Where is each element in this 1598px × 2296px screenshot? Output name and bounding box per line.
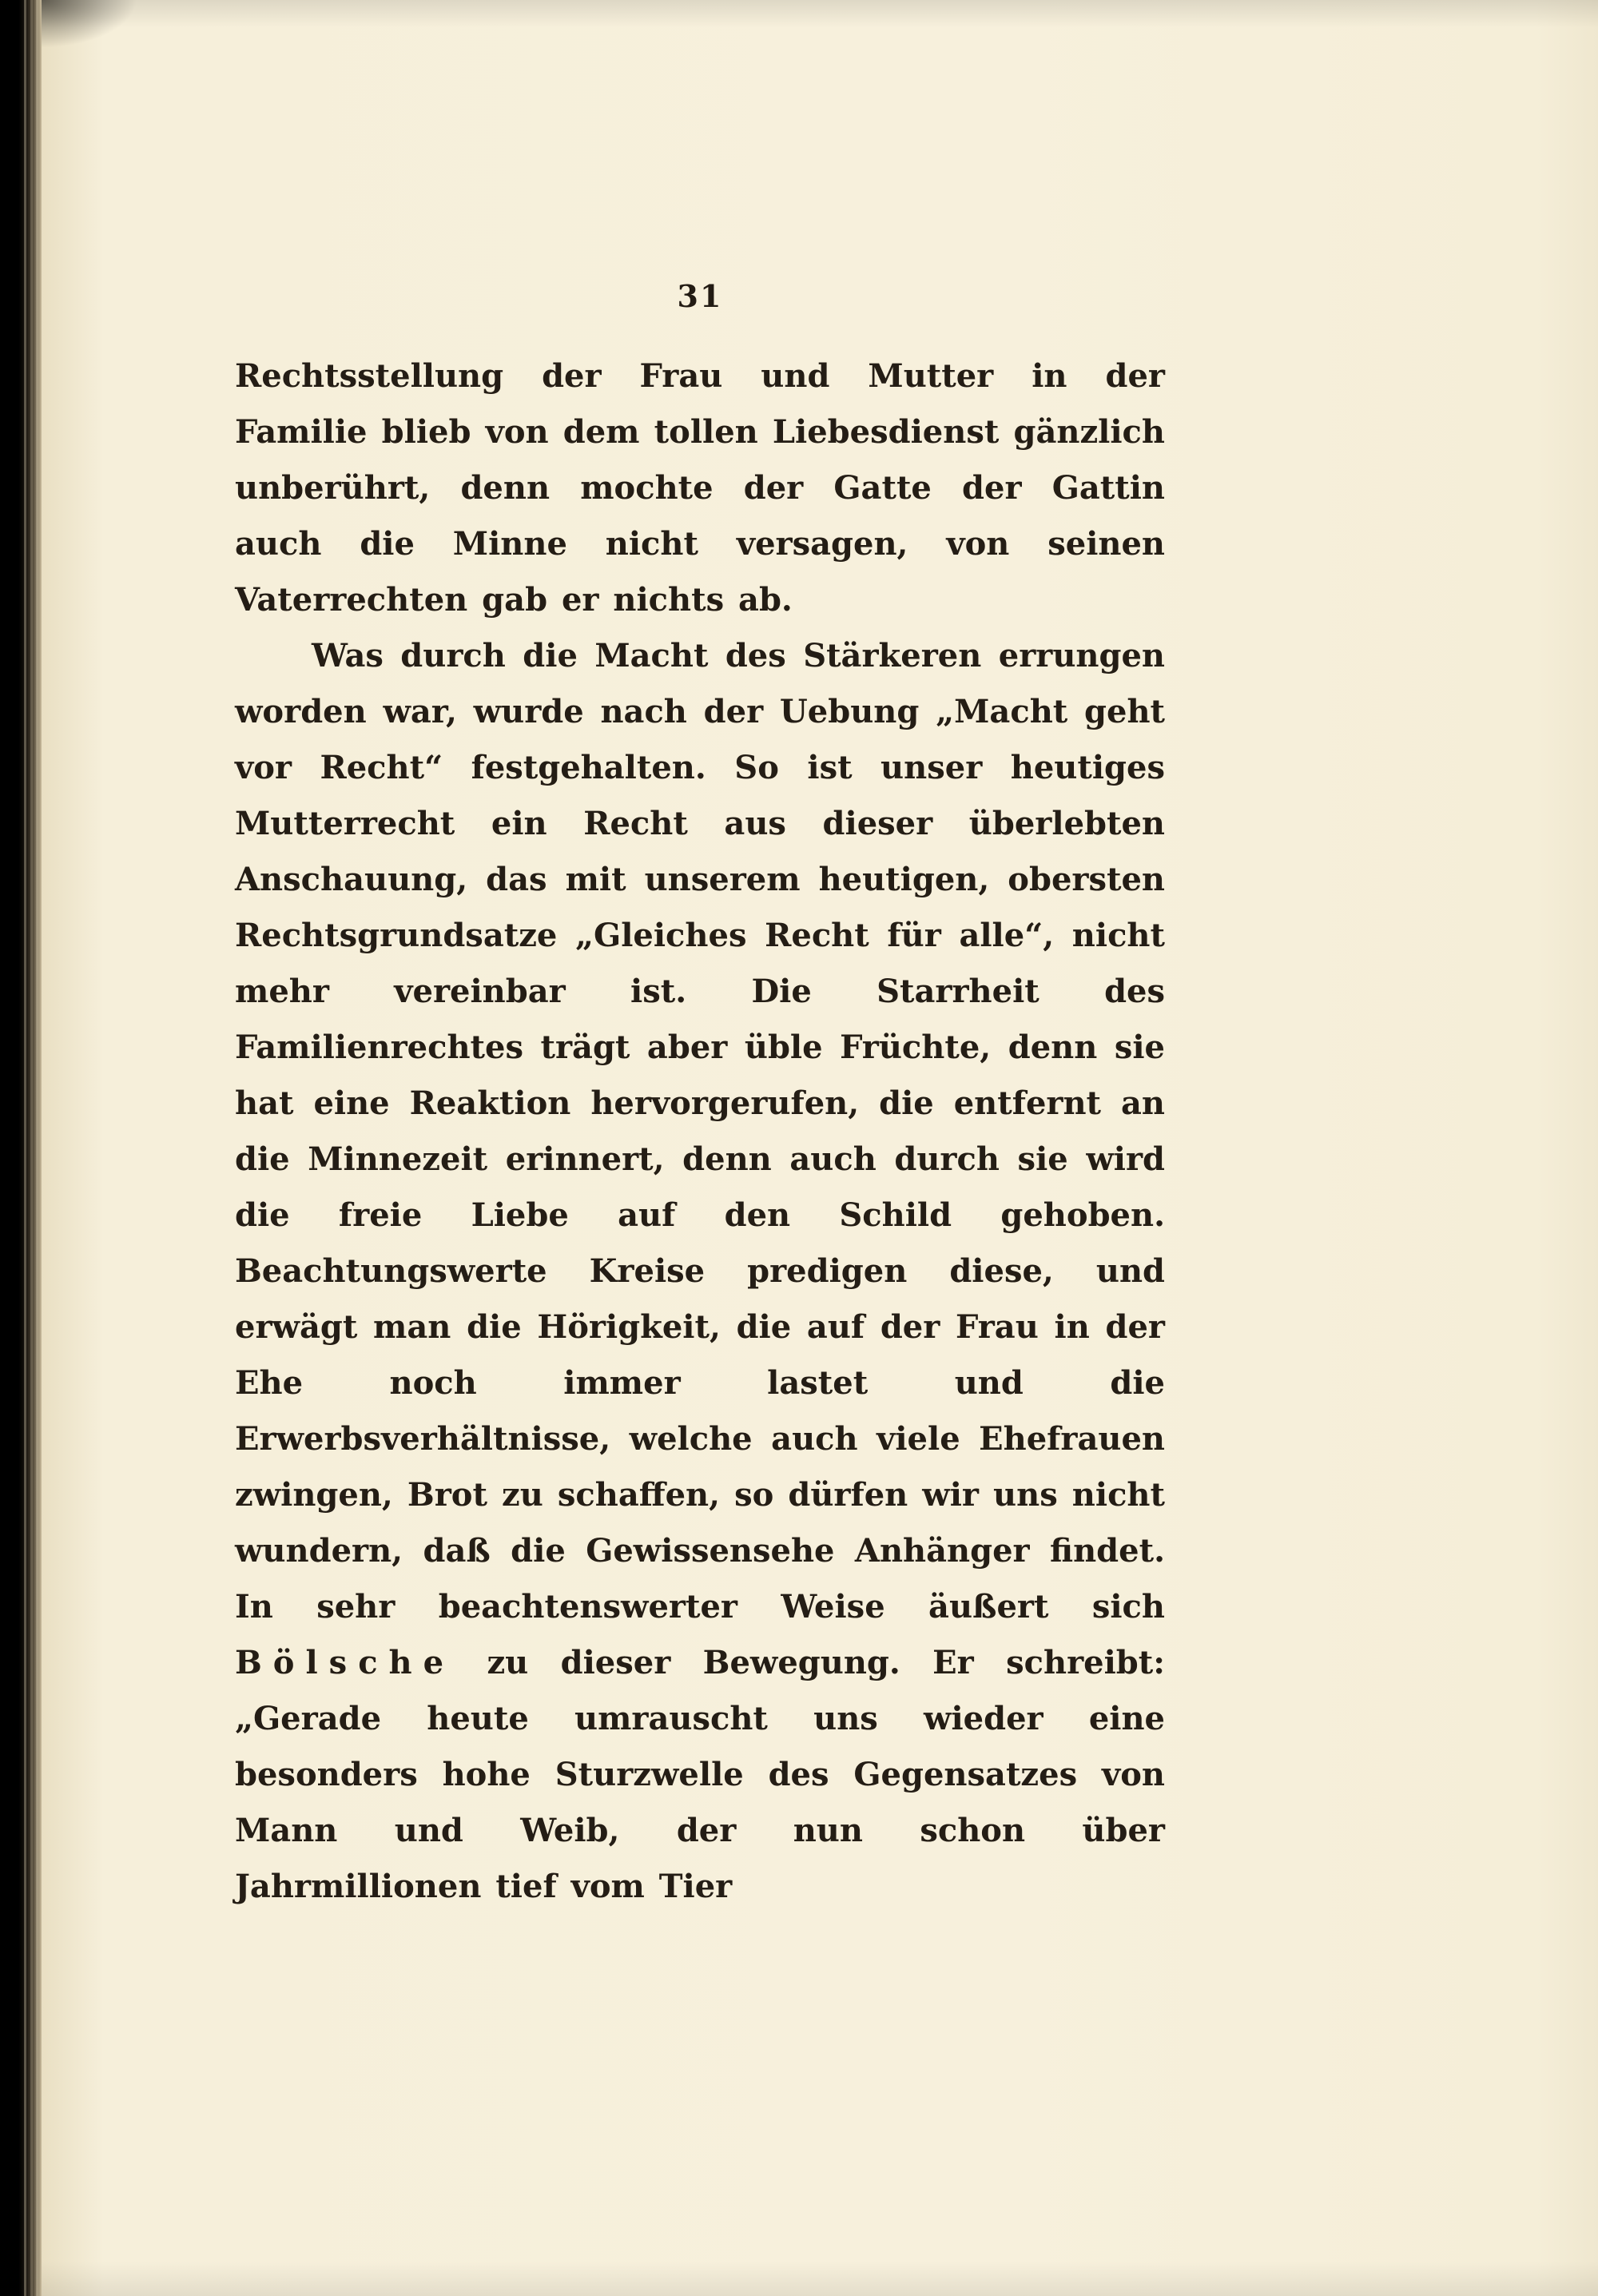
page-number: 31 <box>677 278 723 314</box>
paragraph <box>235 628 1165 1915</box>
paragraph-text: zu dieser Bewegung. Er schreibt: „Gerade heute umrauscht uns wieder eine besonders hohe Sturzwelle des Gegensatzes von Mann und Weib, der nun schon über Jahrmillionen tief vom Tier <box>235 1644 1165 1905</box>
page-edge-line <box>36 0 38 2296</box>
paragraph-text: Rechtsstellung der Frau und Mutter in der Familie blieb von dem tollen Liebesdienst gänzlich unberührt, denn mochte der Gatte der Gattin auch die Minne nicht versagen, von seinen Vaterrechten gab er nichts ab. <box>235 357 1165 619</box>
book-binding-edge <box>0 0 42 2296</box>
paragraph-text: Was durch die Macht des Stärkeren errungen worden war, wurde nach der Uebung „Macht geht vor Recht“ festgehalten. So ist unser heutiges Mutterrecht ein Recht aus dieser überlebten Anschauung, das mit unserem heutigen, obersten Rechtsgrundsatze „Gleiches Recht für alle“, nicht mehr vereinbar ist. Die Starrheit des Familienrechtes trägt aber üble Früchte, denn sie hat eine Reaktion hervorgerufen, die entfernt an die Minnezeit erinnert, denn auch durch sie wird die freie Liebe auf den Schild gehoben. Beachtungswerte Kreise predigen diese, und erwägt man die Hörigkeit, die auf der Frau in der Ehe noch immer lastet und die Erwerbsverhältnisse, welche auch viele Ehefrauen zwingen, Brot zu schaffen, so dürfen wir uns nicht wundern, daß die Gewissensehe Anhänger findet. In sehr beachtenswerter Weise äußert sich <box>235 637 1165 1626</box>
corner-shadow <box>42 0 137 48</box>
page-text-block <box>235 348 1165 1915</box>
page-paper <box>42 0 1598 2296</box>
emphasized-name: Bölsche <box>235 1644 455 1681</box>
paragraph <box>235 348 1165 628</box>
page-edge-line <box>24 0 26 2296</box>
page-edge-line <box>30 0 33 2296</box>
